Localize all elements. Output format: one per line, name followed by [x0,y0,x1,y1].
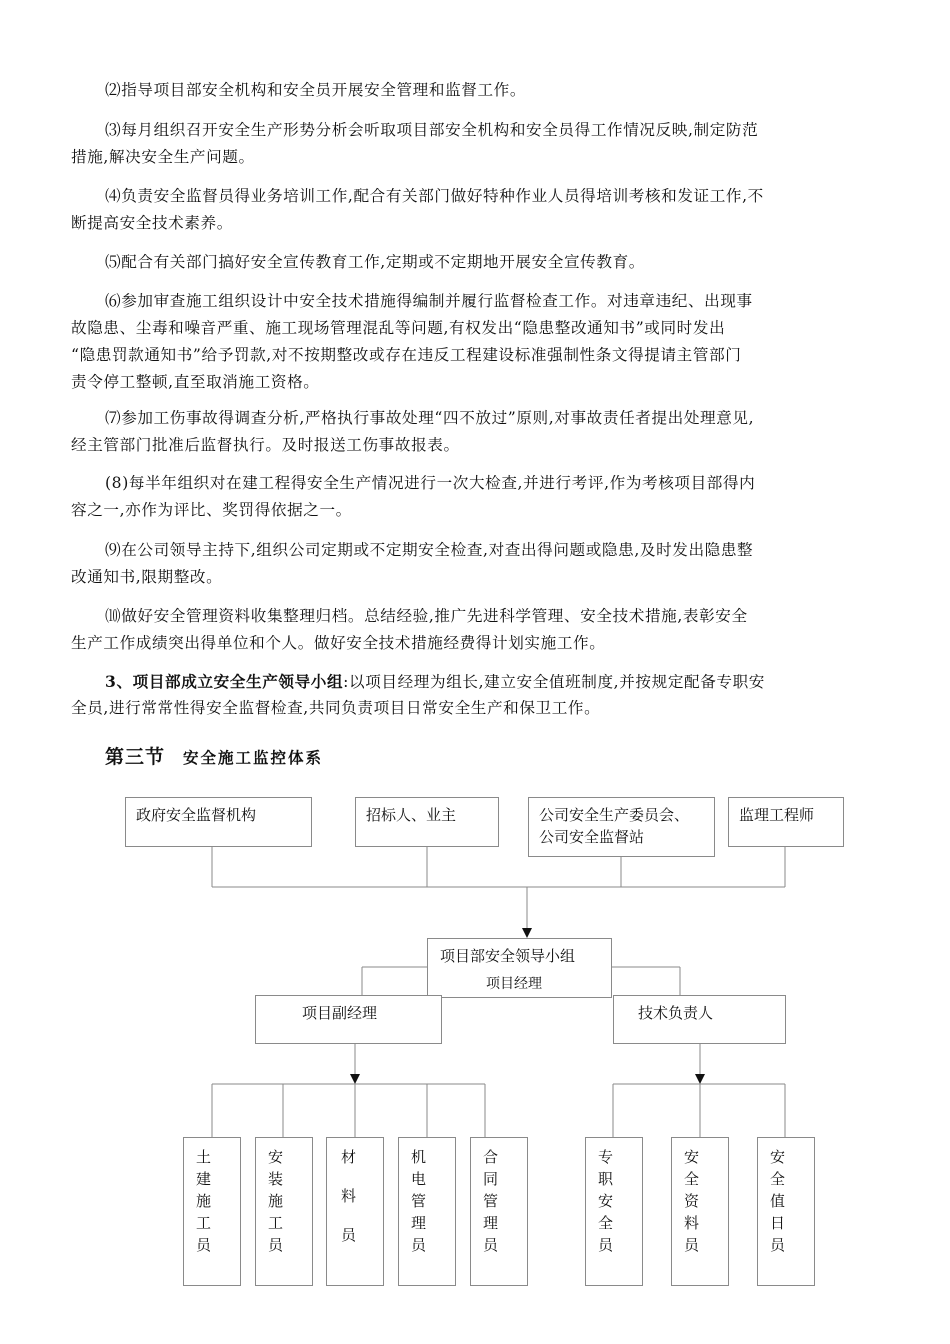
staff-box-material: 材料员 [326,1137,384,1286]
paragraph-5: ⑸配合有关部门搞好安全宣传教育工作,定期或不定期地开展安全宣传教育。 [105,253,645,271]
paragraph-9-line2: 改通知书,限期整改。 [71,568,223,586]
item-3-bold-lead: 3、项目部成立安全生产领导小组 [105,672,344,691]
project-safety-leader-group-box: 项目部安全领导小组 项目经理 [427,938,612,998]
paragraph-10-line2: 生产工作成绩突出得单位和个人。做好安全技术措施经费得计划实施工作。 [71,634,606,652]
gov-safety-agency-box: 政府安全监督机构 [125,797,312,847]
deputy-manager-box: 项目副经理 [255,995,442,1044]
paragraph-7-line2: 经主管部门批准后监督执行。及时报送工伤事故报表。 [71,436,460,454]
staff-box-safety-duty: 安全值日员 [757,1137,815,1286]
staff-box-install: 安装施工员 [255,1137,313,1286]
paragraph-6-line1: ⑹参加审查施工组织设计中安全技术措施得编制并履行监督检查工作。对违章违纪、出现事 [105,292,753,310]
item-3-rest: :以项目经理为组长,建立安全值班制度,并按规定配备专职安 [343,673,765,691]
paragraph-9-line1: ⑼在公司领导主持下,组织公司定期或不定期安全检查,对查出得问题或隐患,及时发出隐患整 [105,541,754,559]
paragraph-10-line1: ⑽做好安全管理资料收集整理归档。总结经验,推广先进科学管理、安全技术措施,表彰安全 [105,607,748,625]
paragraph-4-line2: 断提高安全技术素养。 [71,214,233,232]
section-title: 安全施工监控体系 [183,748,324,767]
paragraph-7-line1: ⑺参加工伤事故得调查分析,严格执行事故处理“四不放过”原则,对事故责任者提出处理意见, [105,409,755,427]
section-number: 第三节 [105,746,166,768]
staff-box-safety-records: 安全资料员 [671,1137,729,1286]
paragraph-6-line3: “隐患罚款通知书”给予罚款,对不按期整改或存在违反工程建设标准强制性条文得提请主管部门 [71,346,742,364]
tech-lead-box: 技术负责人 [613,995,786,1044]
paragraph-6-line4: 责令停工整顿,直至取消施工资格。 [71,373,320,391]
staff-box-civil: 土建施工员 [183,1137,241,1286]
paragraph-8-line2: 容之一,亦作为评比、奖罚得依据之一。 [71,501,352,519]
owner-box: 招标人、业主 [355,797,499,847]
paragraph-6-line2: 故隐患、尘毒和噪音严重、施工现场管理混乱等问题,有权发出“隐患整改通知书”或同时发出 [71,319,726,337]
supervising-engineer-box: 监理工程师 [728,797,844,847]
paragraph-3-line2: 措施,解决安全生产问题。 [71,148,255,166]
item-3-line2: 全员,进行常常性得安全监督检查,共同负责项目日常安全生产和保卫工作。 [71,699,601,717]
staff-box-contract: 合同管理员 [470,1137,528,1286]
paragraph-3-line1: ⑶每月组织召开安全生产形势分析会听取项目部安全机构和安全员得工作情况反映,制定防范 [105,121,759,139]
staff-box-mech-elec: 机电管理员 [398,1137,456,1286]
company-safety-committee-box: 公司安全生产委员会、 公司安全监督站 [528,797,715,857]
staff-box-safety-officer: 专职安全员 [585,1137,643,1286]
paragraph-8-line1: (8)每半年组织对在建工程得安全生产情况进行一次大检查,并进行考评,作为考核项目部得内 [105,474,756,492]
paragraph-4-line1: ⑷负责安全监督员得业务培训工作,配合有关部门做好特种作业人员得培训考核和发证工作,不 [105,187,764,205]
paragraph-2: ⑵指导项目部安全机构和安全员开展安全管理和监督工作。 [105,81,527,99]
